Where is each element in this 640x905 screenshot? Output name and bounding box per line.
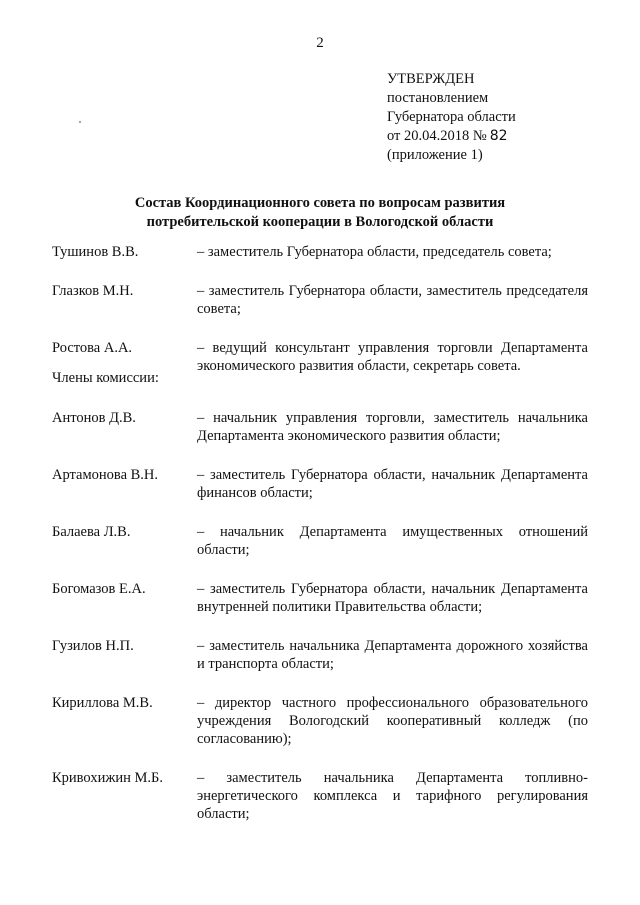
approval-line-governor: Губернатора области (387, 109, 516, 125)
member-position: – заместитель Губернатора области, председатель совета; (197, 244, 552, 260)
member-position: – директор частного профессионального образовательного учреждения Вологодский кооперативный колледж (по согласованию); (197, 695, 588, 747)
member-name: Антонов Д.В. (52, 410, 136, 426)
approval-line-approved: УТВЕРЖДЕН (387, 71, 475, 87)
roster-row (52, 637, 588, 673)
member-position: – заместитель начальника Департамента дорожного хозяйства и транспорта области; (197, 638, 588, 672)
member-position: – ведущий консультант управления торговли Департамента экономического развития области, секретарь совета. (197, 340, 588, 374)
roster-row (52, 282, 588, 318)
roster-row (52, 580, 588, 616)
roster-row (52, 243, 588, 261)
member-name: Кривохижин М.Б. (52, 770, 163, 786)
member-position: – заместитель начальника Департамента топливно-энергетического комплекса и тарифного регулирования области; (197, 770, 588, 822)
member-name: Балаева Л.В. (52, 524, 131, 540)
member-name: Кириллова М.В. (52, 695, 153, 711)
approval-handwritten-number: 82 (489, 128, 508, 144)
roster-row (52, 409, 588, 445)
roster-row (52, 769, 588, 823)
document-title-line-1: Состав Координационного совета по вопросам развития (134, 195, 506, 211)
member-name: Артамонова В.Н. (52, 467, 159, 483)
member-position: – начальник Департамента имущественных отношений области; (197, 524, 588, 558)
roster-row (52, 466, 588, 502)
document-title (60, 194, 580, 232)
member-position: – заместитель Губернатора области, начальник Департамента финансов области; (197, 467, 588, 501)
member-position: – заместитель Губернатора области, заместитель председателя совета; (197, 283, 588, 317)
member-name: Тушинов В.В. (52, 244, 139, 260)
members-heading: Члены комиссии: (52, 370, 159, 386)
member-name: Гузилов Н.П. (52, 638, 134, 654)
roster-row (52, 523, 588, 559)
member-position: – начальник управления торговли, заместитель начальника Департамента экономического развития области; (197, 410, 588, 444)
member-name: Глазков М.Н. (52, 283, 134, 299)
document-title-line-2: потребительской кооперации в Вологодской области (146, 214, 494, 230)
approval-date-text: от 20.04.2018 № (387, 128, 487, 144)
council-roster (52, 243, 588, 823)
approval-stamp (387, 70, 516, 165)
member-name: Богомазов Е.А. (52, 581, 146, 597)
scan-speck (79, 121, 81, 123)
roster-row (52, 694, 588, 748)
approval-line-date (387, 127, 516, 146)
approval-line-appendix: (приложение 1) (387, 147, 483, 163)
member-name: Ростова А.А. (52, 340, 133, 356)
page-number: 2 (316, 35, 324, 51)
member-position: – заместитель Губернатора области, начальник Департамента внутренней политики Правительства области; (197, 581, 588, 615)
approval-line-resolution: постановлением (387, 90, 489, 106)
